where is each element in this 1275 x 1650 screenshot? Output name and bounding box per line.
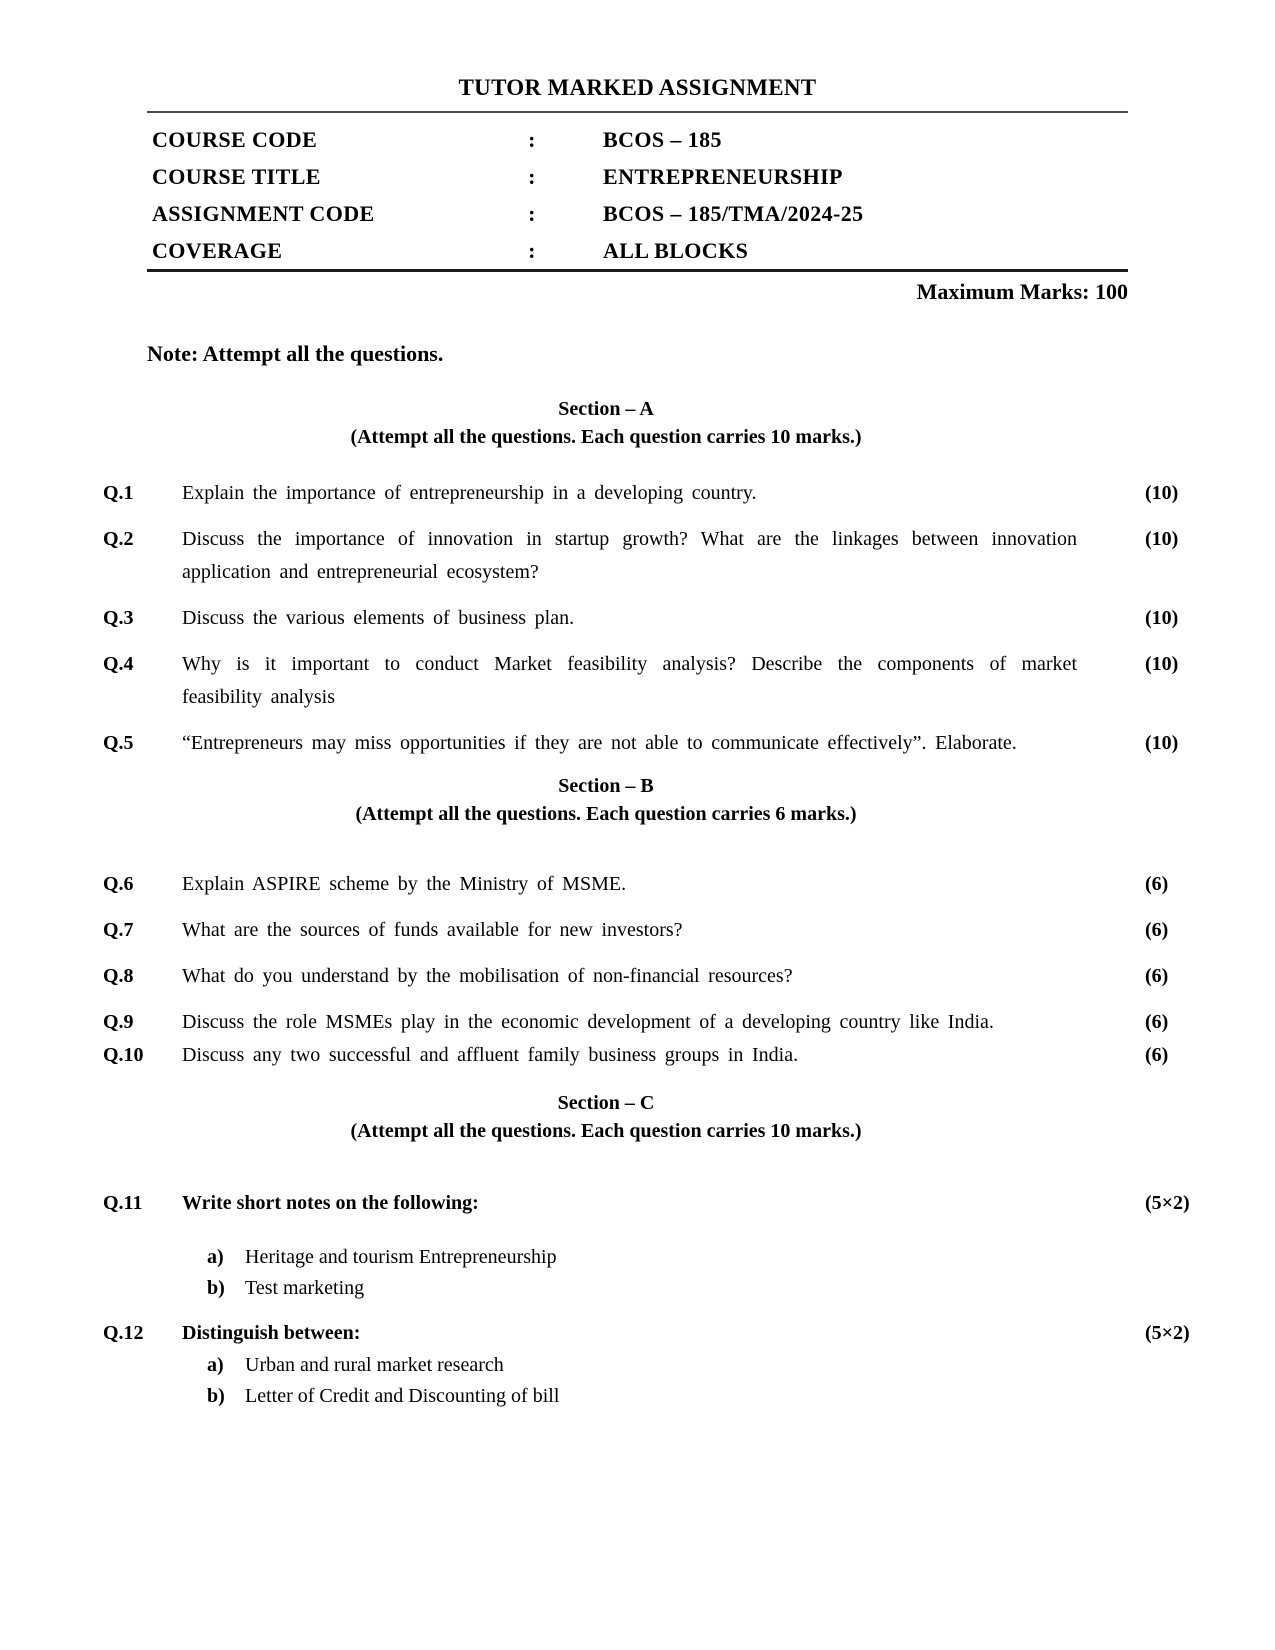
question-body [182, 960, 1077, 993]
question-marks: (6) [1145, 1011, 1169, 1033]
course-table-colon: : [528, 200, 536, 226]
question-body [182, 1006, 1077, 1039]
course-table-row [152, 195, 1128, 232]
question-subitem [182, 1381, 1077, 1412]
question-marks: (6) [1145, 873, 1169, 895]
question-text: Why is it important to conduct Market feasibility analysis? Describe the components of market feasibility analysis [182, 653, 1077, 708]
question-number: Q.3 [103, 607, 134, 629]
question-text: Explain the importance of entrepreneurship in a developing country. [182, 482, 757, 504]
question-number: Q.10 [103, 1044, 144, 1066]
course-table-colon: : [528, 126, 536, 152]
subitem-text: Letter of Credit and Discounting of bill [245, 1385, 560, 1407]
subitem-text: Urban and rural market research [245, 1354, 504, 1376]
course-table-row [152, 158, 1128, 195]
page-title: TUTOR MARKED ASSIGNMENT [458, 75, 817, 100]
section-heading: Section – B [558, 775, 654, 797]
question-body [182, 1039, 1077, 1072]
question-number: Q.2 [103, 528, 134, 550]
question-body [182, 1187, 1077, 1304]
question-subitem [182, 1350, 1077, 1381]
question-row [103, 960, 1275, 993]
subitem-text: Test marketing [245, 1277, 365, 1299]
question-number: Q.8 [103, 965, 134, 987]
course-table-label: ASSIGNMENT CODE [152, 200, 375, 226]
question-row [103, 1006, 1275, 1039]
question-number: Q.9 [103, 1011, 134, 1033]
course-table-value: BCOS – 185/TMA/2024-25 [603, 200, 864, 226]
course-table-colon: : [528, 163, 536, 189]
question-number: Q.4 [103, 653, 134, 675]
question-subitem [182, 1273, 1077, 1304]
question-text: “Entrepreneurs may miss opportunities if they are not able to communicate effectively”. Elaborate. [182, 732, 1017, 754]
question-number: Q.7 [103, 919, 134, 941]
question-subitem [182, 1242, 1077, 1273]
question-row [103, 477, 1275, 510]
question-row [103, 1039, 1275, 1072]
subitem-label: b) [207, 1277, 225, 1299]
section-subheading: (Attempt all the questions. Each question carries 10 marks.) [350, 1120, 862, 1142]
question-marks: (10) [1145, 607, 1179, 629]
question-text: Distinguish between: [182, 1322, 361, 1344]
question-marks: (10) [1145, 528, 1179, 550]
question-number: Q.6 [103, 873, 134, 895]
question-row [103, 648, 1275, 714]
section [0, 1090, 1275, 1412]
question-text: Discuss the importance of innovation in startup growth? What are the linkages between innovation application and entrepreneurial ecosystem? [182, 528, 1077, 583]
course-table-value: ALL BLOCKS [603, 237, 749, 263]
question-row [103, 914, 1275, 947]
question-number: Q.5 [103, 732, 134, 754]
section-heading: Section – A [558, 398, 654, 420]
question-body [182, 523, 1077, 589]
question-body [182, 914, 1077, 947]
question-body [182, 727, 1077, 760]
question-text: Discuss any two successful and affluent family business groups in India. [182, 1044, 799, 1066]
question-text: Explain ASPIRE scheme by the Ministry of MSME. [182, 873, 627, 895]
question-marks: (10) [1145, 653, 1179, 675]
course-table-row [152, 232, 1128, 269]
course-table-value: BCOS – 185 [603, 126, 722, 152]
course-table-label: COURSE CODE [152, 126, 318, 152]
course-table-label: COURSE TITLE [152, 163, 321, 189]
section [0, 773, 1275, 1072]
question-body [182, 868, 1077, 901]
question-marks: (6) [1145, 1044, 1169, 1066]
question-marks: (10) [1145, 732, 1179, 754]
question-text: Discuss the role MSMEs play in the economic development of a developing country like India. [182, 1011, 994, 1033]
section-subheading: (Attempt all the questions. Each question carries 10 marks.) [350, 426, 862, 448]
question-body [182, 1317, 1077, 1412]
question-body [182, 602, 1077, 635]
subitem-label: b) [207, 1385, 225, 1407]
section-questions [0, 1187, 1275, 1412]
note-text: Note: Attempt all the questions. [147, 341, 444, 366]
question-marks: (5×2) [1145, 1322, 1190, 1344]
question-number: Q.11 [103, 1192, 143, 1214]
section-heading: Section – C [557, 1092, 655, 1114]
question-number: Q.1 [103, 482, 134, 504]
question-text: Write short notes on the following: [182, 1192, 479, 1214]
section [0, 396, 1275, 760]
question-row [103, 1187, 1275, 1304]
question-marks: (10) [1145, 482, 1179, 504]
question-body [182, 477, 1077, 510]
question-body [182, 648, 1077, 714]
sections-container [0, 396, 1275, 1412]
subitem-label: a) [207, 1354, 224, 1376]
course-table-colon: : [528, 237, 536, 263]
course-table-row [152, 121, 1128, 158]
question-marks: (5×2) [1145, 1192, 1190, 1214]
subitem-label: a) [207, 1246, 224, 1268]
section-questions [0, 477, 1275, 760]
question-text: Discuss the various elements of business plan. [182, 607, 575, 629]
question-marks: (6) [1145, 965, 1169, 987]
course-table-label: COVERAGE [152, 237, 283, 263]
question-text: What do you understand by the mobilisation of non-financial resources? [182, 965, 793, 987]
question-number: Q.12 [103, 1322, 144, 1344]
question-row [103, 1317, 1275, 1412]
question-row [103, 602, 1275, 635]
question-marks: (6) [1145, 919, 1169, 941]
question-subitems [182, 1242, 1077, 1304]
question-row [103, 523, 1275, 589]
question-row [103, 727, 1275, 760]
course-info-table [147, 111, 1128, 272]
question-subitems [182, 1350, 1077, 1412]
course-table-value: ENTREPRENEURSHIP [603, 163, 843, 189]
question-text: What are the sources of funds available for new investors? [182, 919, 683, 941]
section-subheading: (Attempt all the questions. Each question carries 6 marks.) [355, 803, 857, 825]
section-questions [0, 868, 1275, 1072]
subitem-text: Heritage and tourism Entrepreneurship [245, 1246, 557, 1268]
maximum-marks: Maximum Marks: 100 [916, 279, 1128, 304]
question-row [103, 868, 1275, 901]
